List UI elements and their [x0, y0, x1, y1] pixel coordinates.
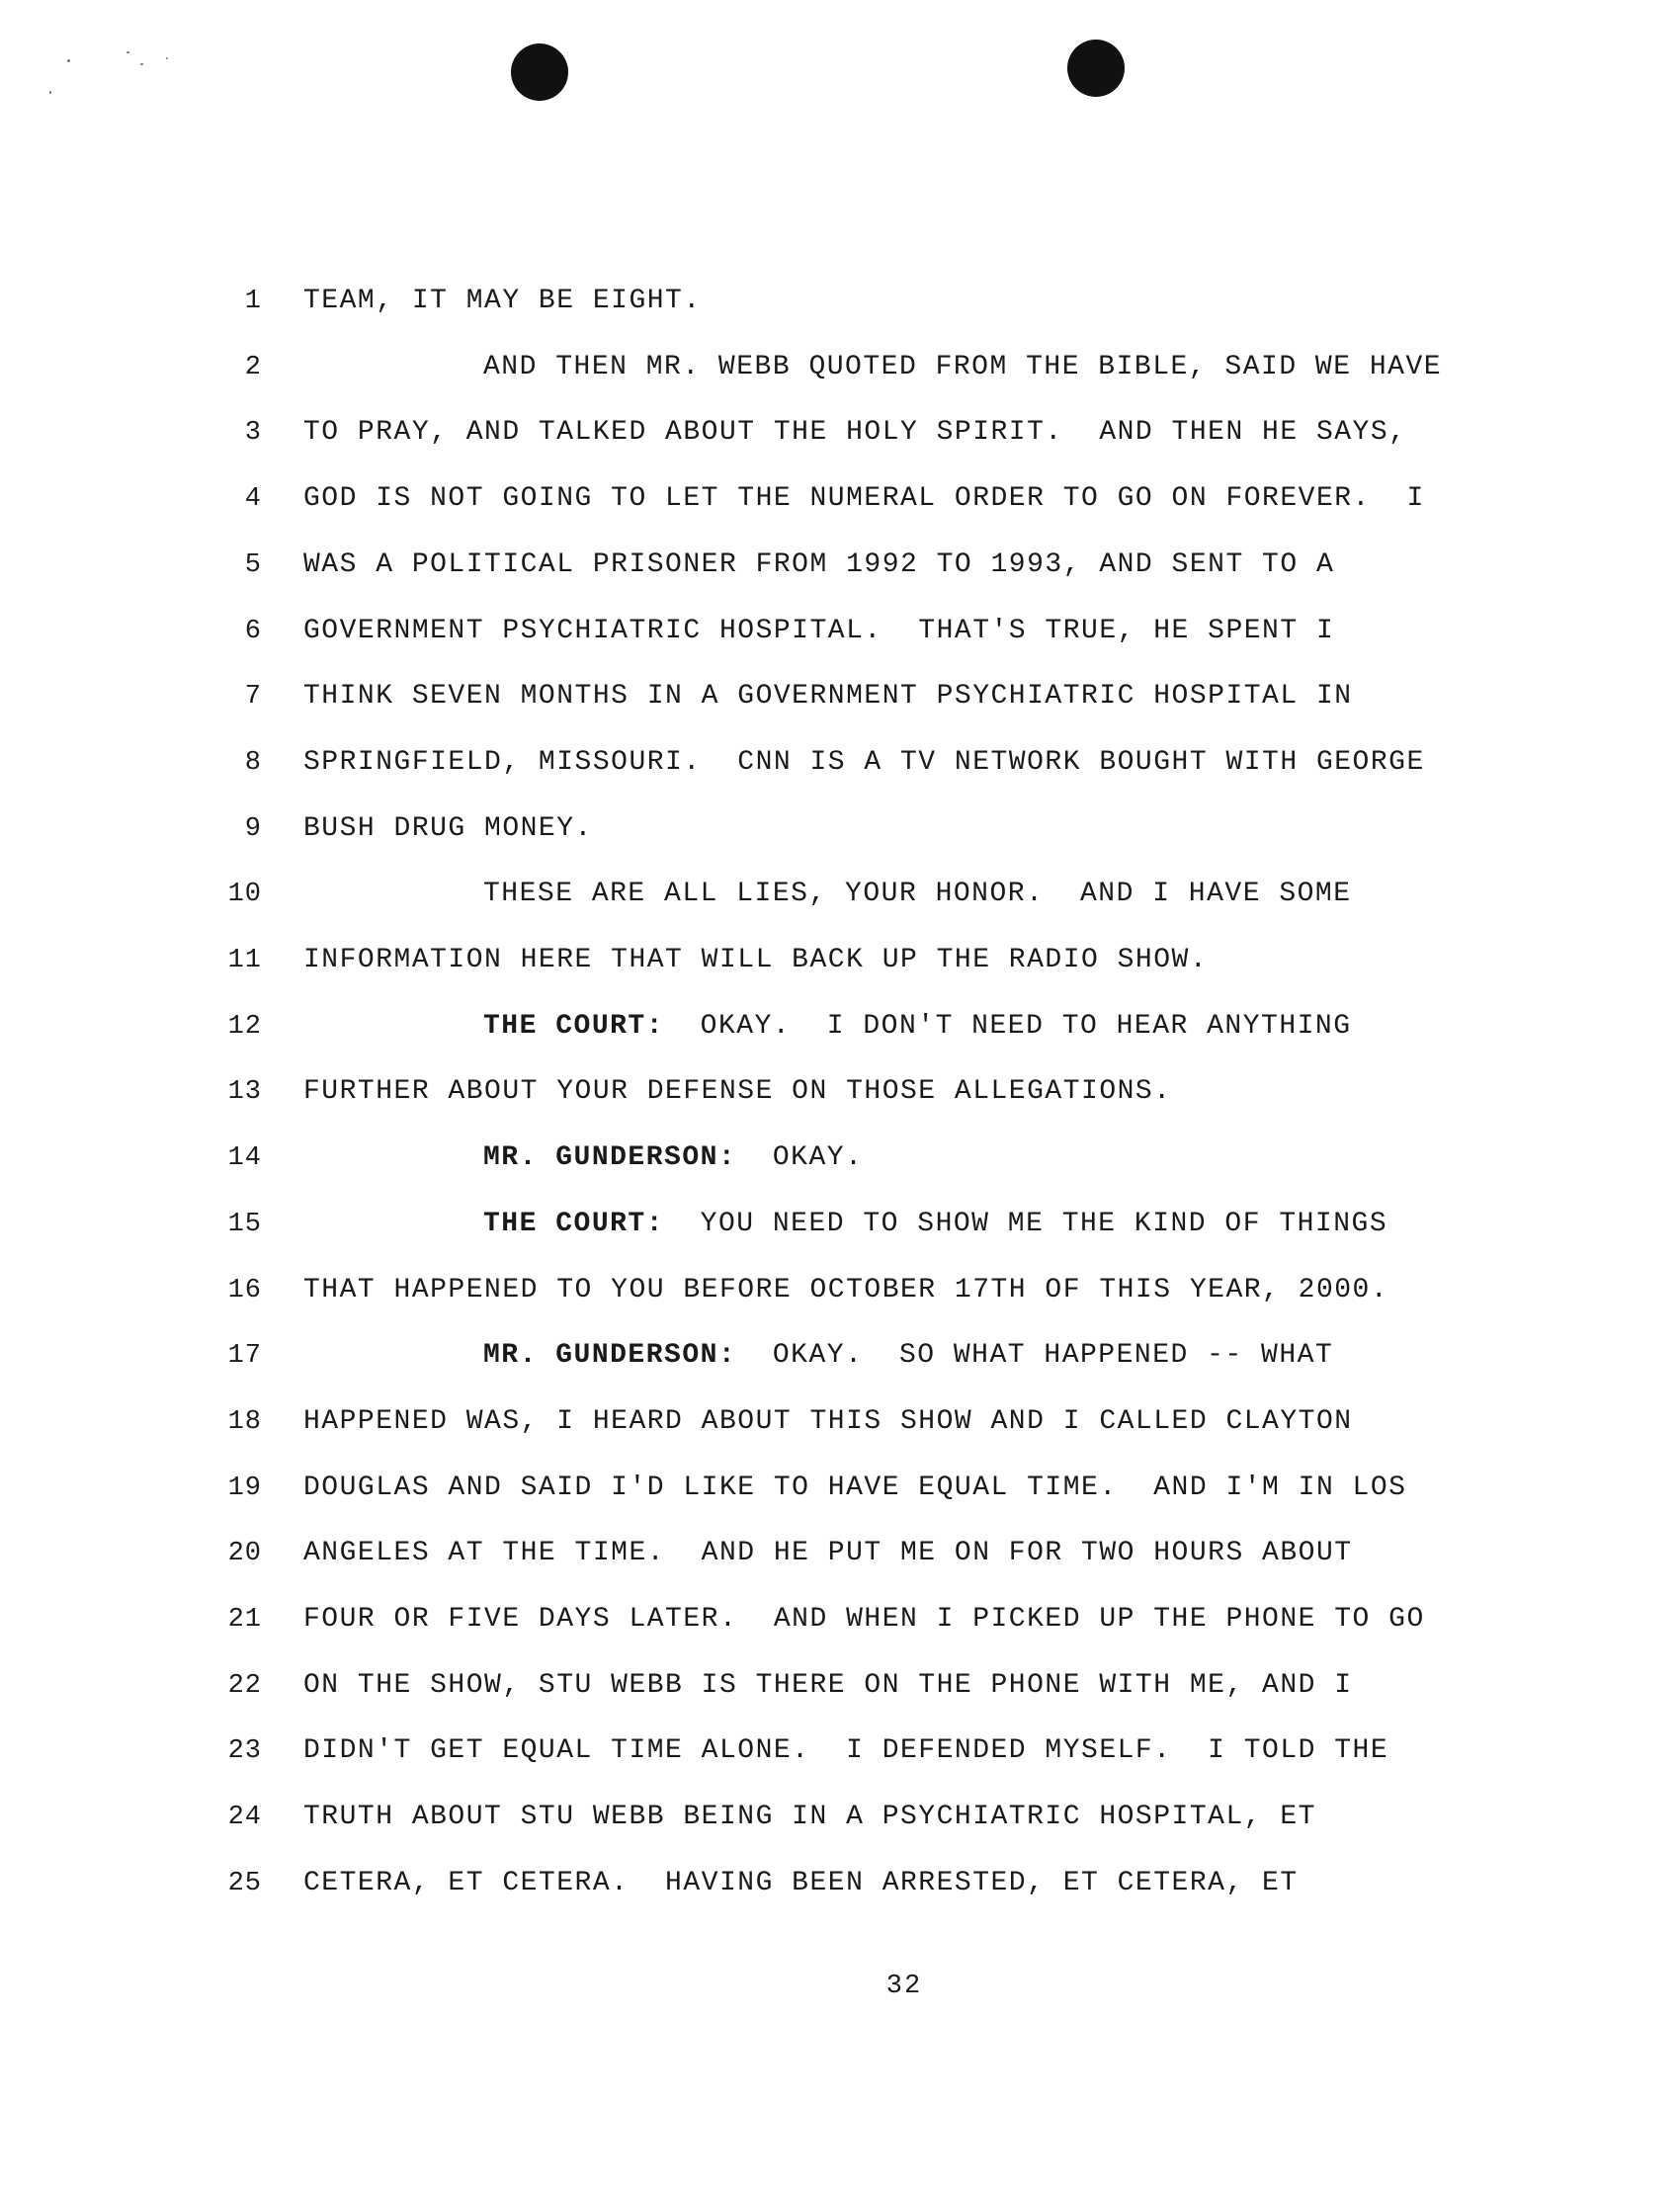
transcript-line	[0, 743, 1680, 808]
transcript-line	[0, 1007, 1680, 1072]
line-text	[303, 677, 1353, 716]
line-content: THAT HAPPENED TO YOU BEFORE OCTOBER 17TH OF THIS YEAR, 2000.	[303, 1274, 1389, 1305]
line-text	[483, 1336, 1333, 1376]
line-number: 18	[227, 1406, 262, 1437]
line-number: 8	[244, 747, 262, 778]
line-text	[303, 1798, 1316, 1837]
transcript-line	[0, 348, 1680, 413]
line-content: YOU NEED TO SHOW ME THE KIND OF THINGS	[664, 1208, 1388, 1239]
transcript-line	[0, 1072, 1680, 1137]
punch-hole-right	[1067, 40, 1125, 97]
line-content: HAPPENED WAS, I HEARD ABOUT THIS SHOW AND I CALLED CLAYTON	[303, 1405, 1353, 1437]
line-content: OKAY. SO WHAT HAPPENED -- WHAT	[736, 1340, 1334, 1372]
line-content: GOD IS NOT GOING TO LET THE NUMERAL ORDER TO GO ON FOREVER. I	[303, 483, 1425, 515]
page-number: 32	[885, 1972, 923, 2001]
line-text	[303, 479, 1425, 519]
line-content: THINK SEVEN MONTHS IN A GOVERNMENT PSYCHIATRIC HOSPITAL IN	[303, 681, 1353, 713]
line-number: 20	[227, 1539, 262, 1569]
line-number: 22	[227, 1670, 262, 1701]
transcript-line	[0, 1271, 1680, 1336]
transcript-line	[0, 1666, 1680, 1731]
line-content: TEAM, IT MAY BE EIGHT.	[303, 286, 702, 316]
line-content: ANGELES AT THE TIME. AND HE PUT ME ON FOR TWO HOURS ABOUT	[303, 1538, 1353, 1569]
transcript-line	[0, 875, 1680, 940]
line-content: BUSH DRUG MONEY.	[303, 812, 593, 844]
line-number: 10	[227, 880, 262, 910]
line-content: OKAY.	[736, 1142, 864, 1174]
line-text	[303, 1469, 1406, 1508]
line-text	[483, 1205, 1387, 1244]
line-number: 17	[227, 1341, 262, 1372]
transcript-line	[0, 809, 1680, 875]
speaker-label: MR. GUNDERSON:	[483, 1340, 737, 1372]
line-number: 14	[227, 1143, 262, 1174]
transcript-line	[0, 677, 1680, 742]
transcript-line	[0, 1600, 1680, 1665]
line-content: OKAY. I DON'T NEED TO HEAR ANYTHING	[664, 1010, 1352, 1042]
line-number: 11	[227, 946, 262, 975]
transcript-line	[0, 941, 1680, 1006]
transcript-line	[0, 612, 1680, 677]
line-text	[483, 875, 1352, 914]
transcript-line	[0, 1205, 1680, 1270]
line-text	[303, 612, 1334, 651]
line-number: 23	[227, 1736, 262, 1767]
scan-speck	[166, 57, 168, 59]
line-text	[303, 1864, 1299, 1903]
line-content: THESE ARE ALL LIES, YOUR HONOR. AND I HAVE SOME	[483, 879, 1352, 910]
transcript-line	[0, 282, 1680, 347]
transcript-line	[0, 479, 1680, 545]
line-content: SPRINGFIELD, MISSOURI. CNN IS A TV NETWORK BOUGHT WITH GEORGE	[303, 746, 1425, 778]
line-number: 9	[244, 813, 262, 844]
line-number: 6	[244, 616, 262, 646]
line-text	[303, 1666, 1353, 1706]
line-number: 12	[227, 1011, 262, 1042]
transcript-line	[0, 1402, 1680, 1468]
transcript-line	[0, 546, 1680, 611]
line-number: 1	[244, 287, 262, 316]
line-content: FURTHER ABOUT YOUR DEFENSE ON THOSE ALLEGATIONS.	[303, 1076, 1172, 1108]
line-text	[303, 1072, 1172, 1112]
speaker-label: THE COURT:	[483, 1208, 665, 1239]
line-number: 21	[227, 1605, 262, 1635]
line-content: TRUTH ABOUT STU WEBB BEING IN A PSYCHIATRIC HOSPITAL, ET	[303, 1802, 1316, 1833]
line-content: INFORMATION HERE THAT WILL BACK UP THE RADIO SHOW.	[303, 945, 1209, 975]
line-text	[303, 743, 1425, 783]
line-number: 3	[244, 418, 262, 449]
line-text	[303, 1731, 1388, 1771]
line-content: DIDN'T GET EQUAL TIME ALONE. I DEFENDED MYSELF. I TOLD THE	[303, 1735, 1389, 1767]
line-number: 4	[244, 484, 262, 515]
line-text	[303, 1402, 1353, 1442]
line-text	[483, 1007, 1352, 1047]
line-text	[303, 413, 1406, 453]
line-text	[303, 941, 1208, 980]
line-number: 16	[227, 1275, 262, 1305]
line-content: AND THEN MR. WEBB QUOTED FROM THE BIBLE, SAID WE HAVE	[483, 351, 1443, 382]
transcript-line	[0, 1469, 1680, 1534]
line-text	[303, 809, 593, 849]
line-content: FOUR OR FIVE DAYS LATER. AND WHEN I PICKED UP THE PHONE TO GO	[303, 1604, 1425, 1635]
line-text	[303, 282, 702, 321]
speaker-label: THE COURT:	[483, 1010, 665, 1042]
transcript-line	[0, 1336, 1680, 1401]
line-text	[483, 1138, 863, 1178]
transcript-line	[0, 1138, 1680, 1204]
line-content: WAS A POLITICAL PRISONER FROM 1992 TO 1993, AND SENT TO A	[303, 548, 1335, 580]
line-content: TO PRAY, AND TALKED ABOUT THE HOLY SPIRIT. AND THEN HE SAYS,	[303, 417, 1407, 449]
line-number: 2	[244, 352, 262, 382]
line-content: DOUGLAS AND SAID I'D LIKE TO HAVE EQUAL TIME. AND I'M IN LOS	[303, 1472, 1407, 1503]
line-number: 5	[244, 549, 262, 580]
scan-speck	[140, 63, 143, 65]
punch-hole-left	[511, 43, 568, 101]
line-text	[303, 546, 1334, 585]
line-content: CETERA, ET CETERA. HAVING BEEN ARRESTED, ET CETERA, ET	[303, 1867, 1299, 1898]
line-number: 25	[227, 1868, 262, 1898]
transcript-line	[0, 1731, 1680, 1797]
speaker-label: MR. GUNDERSON:	[483, 1142, 737, 1174]
line-text	[303, 1600, 1425, 1640]
line-number: 24	[227, 1803, 262, 1833]
scan-speck	[49, 91, 51, 94]
line-text	[303, 1534, 1353, 1573]
transcript-line	[0, 413, 1680, 478]
line-content: ON THE SHOW, STU WEBB IS THERE ON THE PHONE WITH ME, AND I	[303, 1669, 1353, 1701]
line-content: GOVERNMENT PSYCHIATRIC HOSPITAL. THAT'S TRUE, HE SPENT I	[303, 615, 1335, 646]
line-number: 15	[227, 1209, 262, 1239]
line-number: 7	[244, 682, 262, 713]
scan-speck	[126, 51, 129, 53]
scan-speck	[67, 59, 70, 62]
line-text	[303, 1271, 1388, 1310]
line-number: 13	[227, 1077, 262, 1108]
line-number: 19	[227, 1473, 262, 1503]
line-text	[483, 348, 1442, 387]
transcript-line	[0, 1864, 1680, 1929]
transcript-line	[0, 1534, 1680, 1599]
transcript-line	[0, 1798, 1680, 1863]
